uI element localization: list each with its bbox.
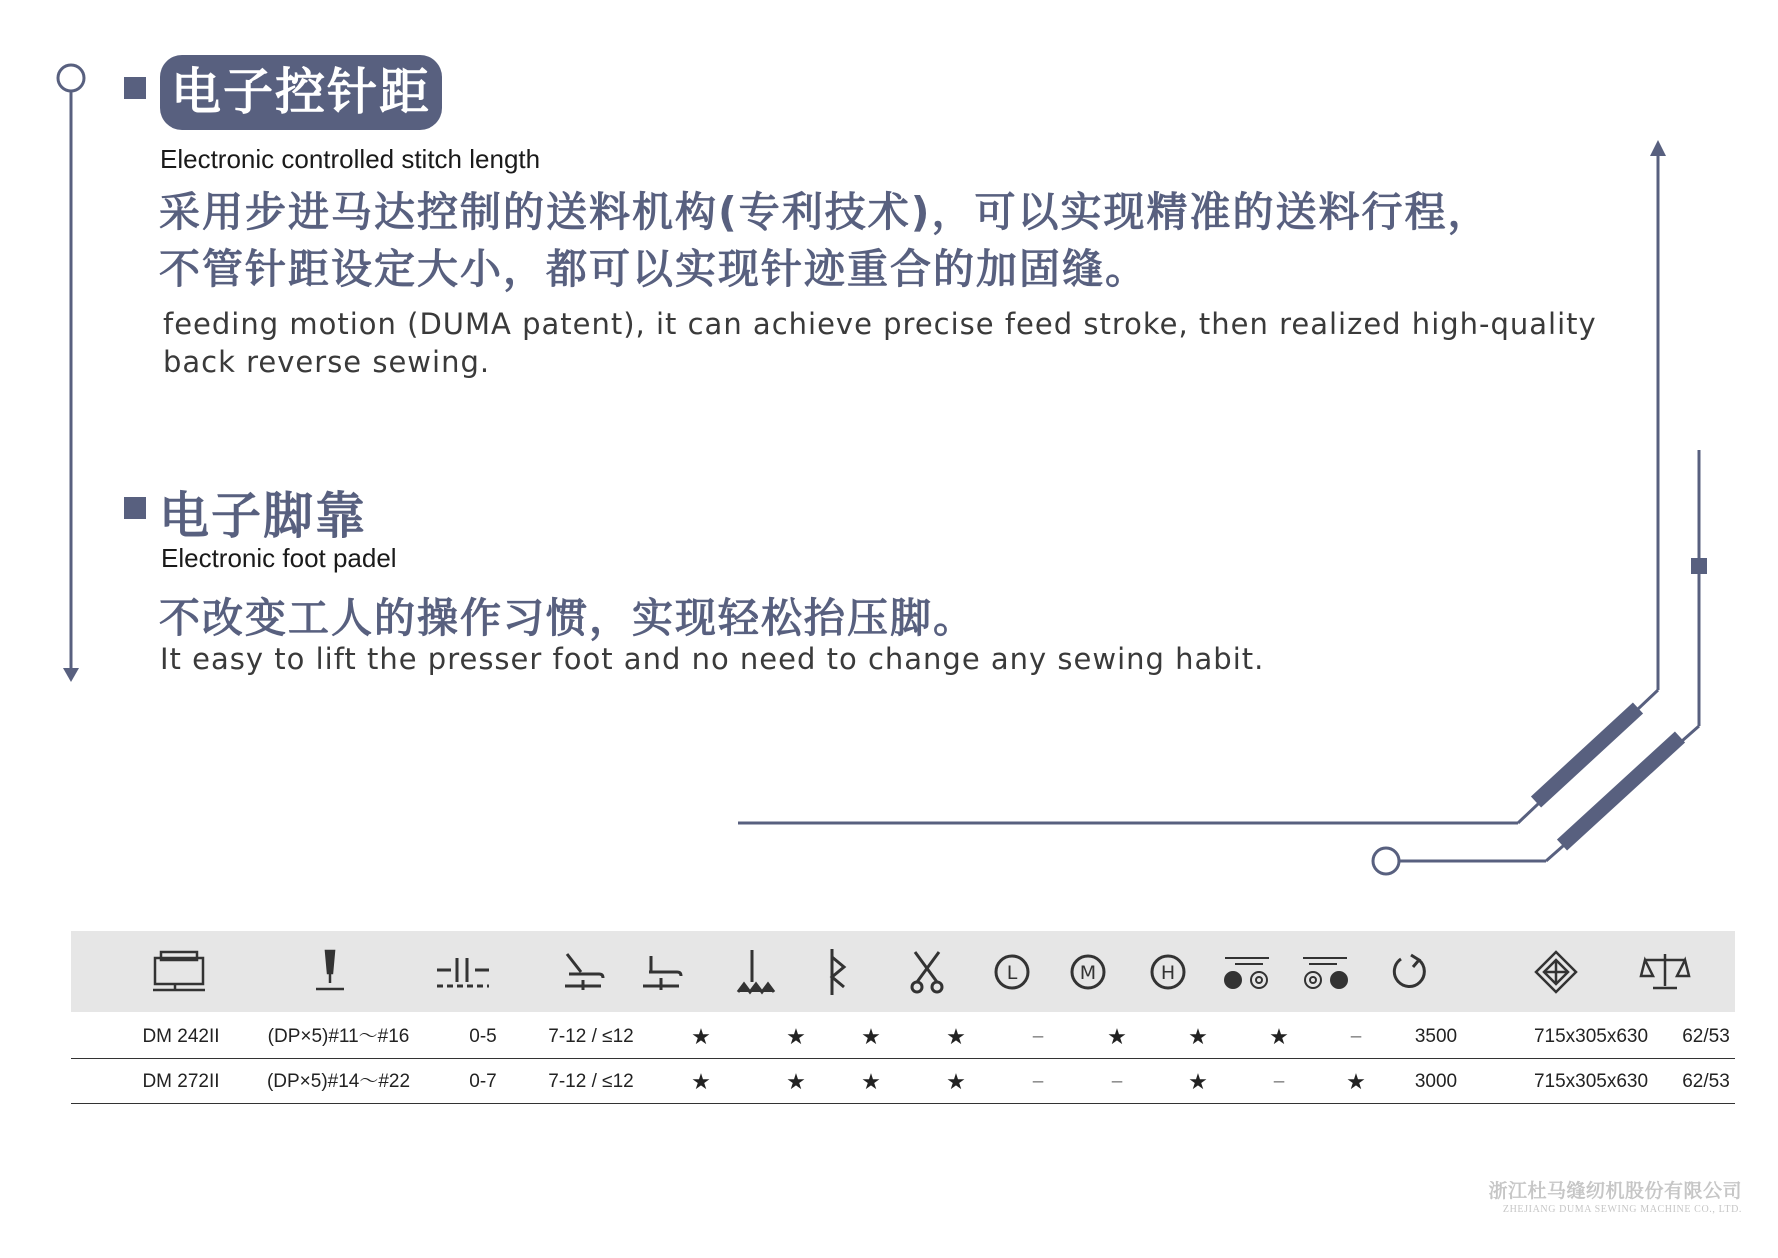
package-size-icon — [1521, 940, 1591, 1004]
scissors-icon — [892, 940, 962, 1004]
stitch-length-cell: 0-7 — [469, 1071, 497, 1092]
needle-cell: (DP×5)#11～#16 — [267, 1026, 410, 1047]
feature-cell: ★ — [861, 1024, 881, 1049]
section1-desc-cn-line1: 采用步进马达控制的送料机构(专利技术)，可以实现精准的送料行程， — [159, 188, 1491, 236]
feature-cell: ★ — [1346, 1069, 1366, 1094]
svg-text:M: M — [1079, 962, 1097, 984]
needle-thread-icon — [721, 940, 791, 1004]
heavy-duty-icon — [1133, 940, 1203, 1004]
feature-cell: – — [1111, 1071, 1123, 1092]
feature-cell: – — [1032, 1071, 1044, 1092]
section1-bullet — [124, 77, 146, 99]
feature-cell: ★ — [946, 1069, 966, 1094]
company-name-cn: 浙江杜马缝纫机股份有限公司 — [1488, 1180, 1742, 1202]
feature-cell: ★ — [946, 1024, 966, 1049]
speed-cell: 3000 — [1414, 1071, 1458, 1092]
section2-desc-en: It easy to lift the presser foot and no need to change any sewing habit. — [160, 642, 1265, 676]
feature-cell: ★ — [691, 1069, 711, 1094]
feature-cell: ★ — [861, 1069, 881, 1094]
section1-desc-en-line1: feeding motion (DUMA patent), it can achieve precise feed stroke, then realized high-quality — [163, 307, 1597, 341]
model-cell: DM 272II — [142, 1071, 220, 1092]
section2-bullet — [124, 497, 146, 519]
table-row — [71, 1060, 1735, 1104]
feed-type-b-icon — [1290, 940, 1360, 1004]
foot-lift-cell: 7-12 / ≤12 — [548, 1071, 634, 1092]
bottom-end-circle — [1373, 848, 1399, 874]
foot-lift-cell: 7-12 / ≤12 — [548, 1026, 634, 1047]
svg-text:H: H — [1160, 962, 1176, 984]
feature-cell: – — [1032, 1026, 1044, 1047]
speed-icon — [1374, 940, 1444, 1004]
section1-desc-en-line2: back reverse sewing. — [163, 345, 491, 379]
presser-foot-lift-icon — [548, 940, 618, 1004]
feature-cell: ★ — [786, 1024, 806, 1049]
right-line-marker — [1691, 558, 1707, 574]
speed-cell: 3500 — [1414, 1026, 1458, 1047]
stitch-length-icon — [428, 940, 498, 1004]
weight-icon — [1630, 940, 1700, 1004]
medium-duty-icon — [1053, 940, 1123, 1004]
feature-cell: ★ — [1107, 1024, 1127, 1049]
stitch-length-cell: 0-5 — [469, 1026, 497, 1047]
feed-type-a-icon — [1212, 940, 1282, 1004]
right-line-arrow — [1650, 140, 1666, 156]
package-size-cell: 715x305x630 — [1533, 1071, 1649, 1092]
feature-cell: ★ — [1188, 1024, 1208, 1049]
model-cell: DM 242II — [142, 1026, 220, 1047]
left-line-arrow — [63, 668, 79, 682]
section1-subtitle: Electronic controlled stitch length — [160, 144, 541, 174]
package-size-cell: 715x305x630 — [1533, 1026, 1649, 1047]
svg-text:L: L — [1006, 962, 1018, 984]
machine-icon — [144, 940, 214, 1004]
table-row — [71, 1015, 1735, 1059]
feature-cell: ★ — [691, 1024, 711, 1049]
feature-cell: ★ — [1269, 1024, 1289, 1049]
weight-cell: 62/53 — [1682, 1071, 1730, 1092]
section2-desc-cn: 不改变工人的操作习惯，实现轻松抬压脚。 — [159, 594, 976, 642]
light-duty-icon — [977, 940, 1047, 1004]
section1-title: 电子控针距 — [160, 55, 442, 130]
thread-trimmer-icon — [802, 940, 872, 1004]
section2-subtitle: Electronic foot padel — [161, 543, 397, 573]
left-line-start-circle — [58, 65, 84, 91]
company-name-en: ZHEJIANG DUMA SEWING MACHINE CO., LTD. — [1502, 1204, 1742, 1215]
section2-title: 电子脚靠 — [159, 487, 367, 545]
company-logo-text — [1488, 1179, 1742, 1217]
feature-cell: ★ — [786, 1069, 806, 1094]
needle-cell: (DP×5)#14～#22 — [266, 1071, 411, 1092]
weight-cell: 62/53 — [1682, 1026, 1730, 1047]
section1-desc-cn-line2: 不管针距设定大小，都可以实现针迹重合的加固缝。 — [159, 245, 1148, 293]
knee-lift-icon — [626, 940, 696, 1004]
feature-cell: ★ — [1188, 1069, 1208, 1094]
needle-icon — [295, 940, 365, 1004]
feature-cell: – — [1273, 1071, 1285, 1092]
feature-cell: – — [1350, 1026, 1362, 1047]
